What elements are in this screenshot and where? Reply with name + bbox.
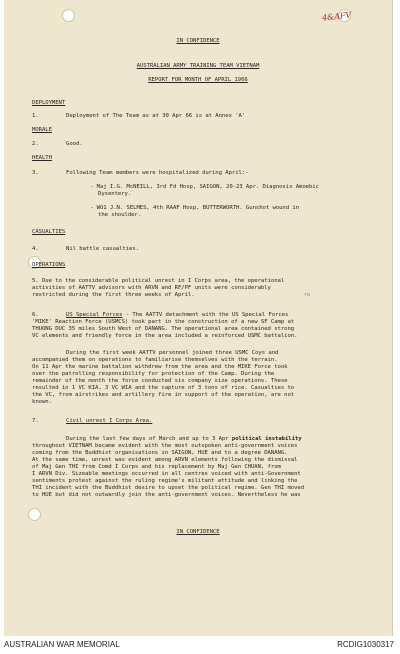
report-title: AUSTRALIAN ARMY TRAINING TEAM VIETNAM <box>136 63 260 69</box>
classification-bottom: IN CONFIDENCE <box>176 529 220 535</box>
casualties-text: Nil battle casualties. <box>66 246 139 252</box>
health-heading: HEALTH <box>32 155 52 161</box>
health-text: Following Team members were hospitalized during April:- <box>66 170 249 176</box>
body-line: over the patrolling responsibility for protection of the Camp. During the <box>32 371 275 377</box>
para-number: 7. <box>32 418 39 424</box>
para-number: 6. <box>32 312 39 318</box>
classification-top: IN CONFIDENCE <box>176 38 220 44</box>
us-sf-text: - The AATTV detachment with the US Special Forces <box>122 312 289 318</box>
morale-heading: MORALE <box>32 127 52 133</box>
health-item: the shoulder. <box>98 212 142 218</box>
civil-unrest-line <box>66 436 302 442</box>
body-line: coming from the Buddhist organisations in SAIGON, HUE and to a degree DANANG. <box>32 450 288 456</box>
body-line: THI incident with the Buddhist desire to upset the political regime. Gen THI moved <box>32 485 305 491</box>
body-line: activities of AATTV advisors with ARVN and RF/PF units were considerably <box>32 285 271 291</box>
health-item: - WO1 J.N. SELMES, 4th RAAF Hosp, BUTTERWORTH. Gunshot wound in <box>90 205 300 211</box>
health-item: - Maj I.G. McNEILL, 3rd Fd Hosp, SAIGON, 20-23 Apr. Diagnosis Amoebic <box>90 184 319 190</box>
body-line: throughout VIETNAM became evident with the most outspoken anti-government voices <box>32 443 298 449</box>
civil-unrest-heading: Civil unrest I Corps Area. <box>66 418 153 424</box>
punch-hole <box>62 9 75 22</box>
body-line: THUONG DUC 35 miles South West of DANANG. The operational area contained strong <box>32 326 295 332</box>
body-line: VC elements and friendly force in the area included a reinforced USMC battalion. <box>32 333 298 339</box>
body-line: 5. Due to the considerable political unrest in I Corps area, the operational <box>32 278 285 284</box>
para-number: 2. <box>32 141 39 147</box>
punch-hole <box>28 508 41 521</box>
health-item: Dysentery. <box>98 191 132 197</box>
document-page <box>4 0 393 636</box>
handwritten-reference: 4&AFV <box>321 10 352 23</box>
body-line: remainder of the month the force conducted six company size operations. These <box>32 378 288 384</box>
operations-heading: OPERATIONS <box>32 262 66 268</box>
body-text: During the last few days of March and up to 3 Apr <box>66 436 232 442</box>
body-line: During the first week AATTV personnel joined three USMC Coys and <box>66 350 279 356</box>
report-subtitle: REPORT FOR MONTH OF APRIL 1966 <box>148 77 248 83</box>
emphasised-text: political instability <box>231 436 302 442</box>
morale-text: Good. <box>66 141 83 147</box>
para-number: 3. <box>32 170 39 176</box>
body-line: known. <box>32 399 52 405</box>
body-line: 'MIKE' Reaction Force (USMCS) took part in the construction of a new SF Camp at <box>32 319 295 325</box>
body-line: At the same time, unrest was evident among ARVN elements following the dismissal <box>32 457 298 463</box>
body-line: I ARVN Div. Sizeable meetings occurred in all centres voiced with anti-Government <box>32 471 301 477</box>
body-line: accompanied them on operations to familiarise themselves with the terrain. <box>32 357 278 363</box>
deployment-heading: DEPLOYMENT <box>32 100 66 106</box>
body-line: resulted in 1 VC KIA, 3 VC WIA and the capture of 3 tons of rice. Casualties to <box>32 385 295 391</box>
us-sf-line <box>66 312 288 318</box>
deployment-text: Deployment of The Team as at 30 Apr 66 is at Annex 'A' <box>66 113 246 119</box>
us-sf-heading: US Special Forces <box>66 312 123 318</box>
footer-institution: AUSTRALIAN WAR MEMORIAL <box>4 640 120 649</box>
margin-mark: rw <box>304 292 310 298</box>
footer-record-id: RCDIG1030317 <box>337 640 394 649</box>
body-line: On 11 Apr the marine battalion withdrew from the area and the MIKE Force took <box>32 364 288 370</box>
body-line: of Maj Gen THI from Comd I Corps and his replacement by Maj Gen CHUAN, from <box>32 464 281 470</box>
casualties-heading: CASUALTIES <box>32 229 66 235</box>
body-line: restricted during the first three weeks of April. <box>32 292 195 298</box>
body-line: the VC, from airstrikes and artillery fire in support of the operation, are not <box>32 392 295 398</box>
para-number: 4. <box>32 246 39 252</box>
body-line: to HUE but did not outwardly join the anti-government voices. Nevertheless he was <box>32 492 301 498</box>
body-line: sentiments protest against the ruling regime's militant attitude and linking the <box>32 478 298 484</box>
para-number: 1. <box>32 113 39 119</box>
